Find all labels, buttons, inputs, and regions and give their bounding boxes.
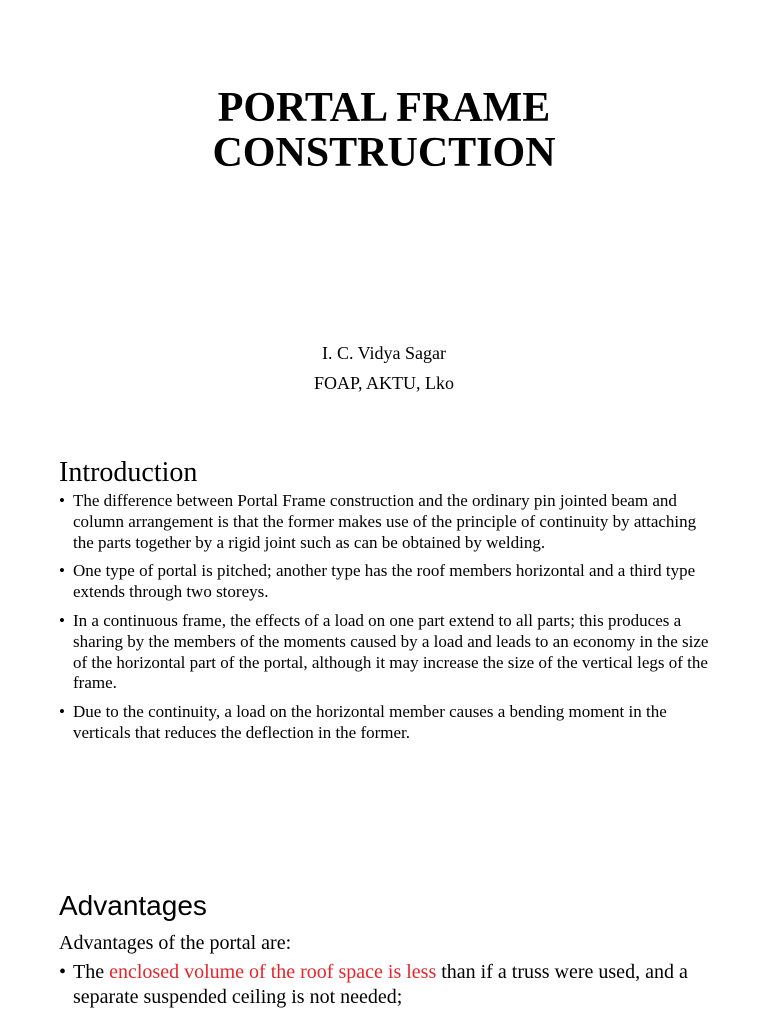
- author-affiliation: FOAP, AKTU, Lko: [313, 373, 455, 393]
- advantages-heading: Advantages: [59, 890, 207, 921]
- advantages-slide: [0, 864, 768, 1024]
- list-item: • One type of portal is pitched; another type has the roof members horizontal and a third type extends through two storeys.: [59, 561, 709, 603]
- list-item: • The difference between Portal Frame construction and the ordinary pin jointed beam and column arrangement is that the former makes use of the principle of continuity by attaching the parts together by a rigid joint such as can be obtained by welding.: [59, 491, 709, 553]
- highlighted-text: enclosed volume of the roof space is less: [109, 961, 437, 983]
- advantages-bullet-list: [59, 960, 719, 1016]
- title-slide: [0, 0, 768, 432]
- title-line-1: PORTAL FRAME: [217, 85, 551, 131]
- author-block: [0, 338, 768, 398]
- slide-title: [0, 86, 768, 176]
- bullet-text-after: than if a truss were used, and a separate suspended ceiling is not needed;: [73, 961, 688, 1008]
- list-item: [59, 960, 719, 1010]
- introduction-bullet-list: [59, 491, 709, 752]
- title-line-2: CONSTRUCTION: [212, 130, 556, 176]
- introduction-heading: Introduction: [59, 457, 198, 488]
- bullet-text-before: The: [73, 961, 110, 983]
- author-name: I. C. Vidya Sagar: [321, 343, 447, 363]
- list-item: • In a continuous frame, the effects of a load on one part extend to all parts; this produces a sharing by the members of the moments caused by a load and leads to an economy in the size of the horizontal part of the portal, although it may increase the size of the vertical legs of the frame.: [59, 611, 709, 694]
- list-item: • Due to the continuity, a load on the horizontal member causes a bending moment in the verticals that reduces the deflection in the former.: [59, 702, 709, 744]
- introduction-slide: [0, 432, 768, 864]
- advantages-lead: Advantages of the portal are:: [59, 932, 292, 954]
